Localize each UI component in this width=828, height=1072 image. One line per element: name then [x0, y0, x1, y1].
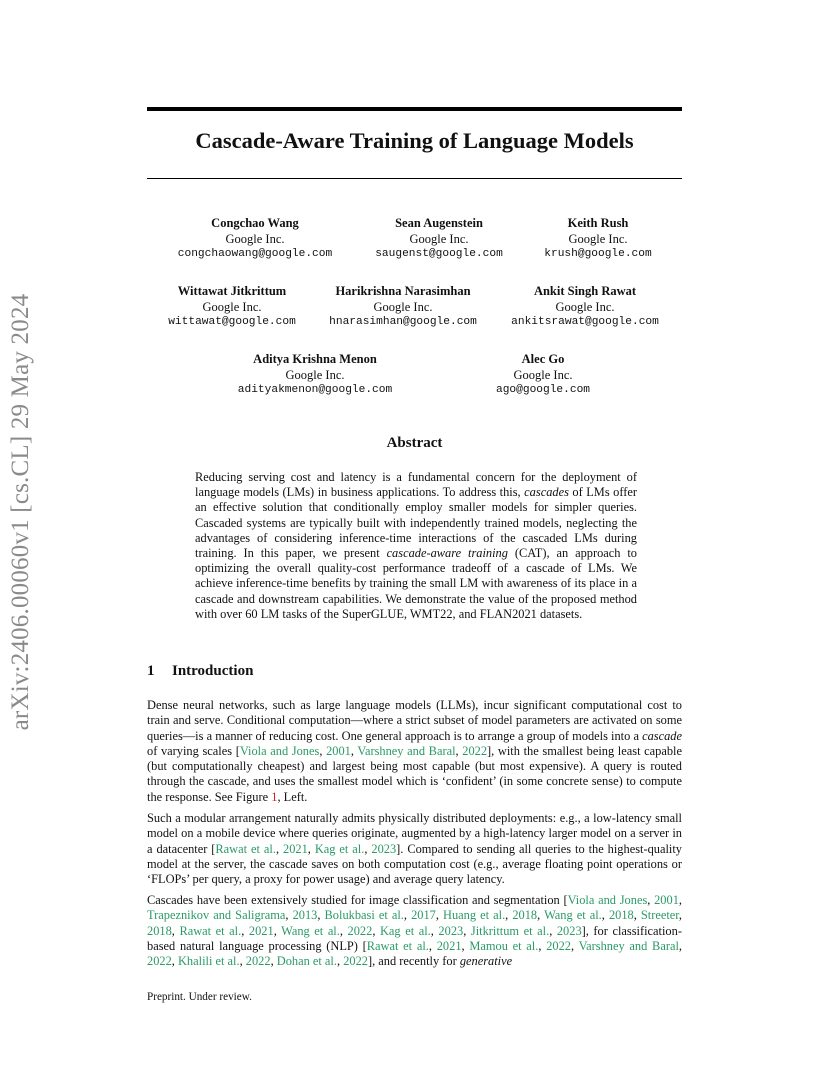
- author-name: Wittawat Jitkrittum: [177, 284, 287, 298]
- text-run: ,: [463, 923, 471, 938]
- text-run: ,: [570, 938, 579, 953]
- text-run: ,: [171, 923, 180, 938]
- citation-link[interactable]: Khalili et al.: [177, 954, 240, 969]
- text-run: ,: [275, 841, 283, 856]
- text-run: ,: [647, 893, 655, 907]
- citation-link[interactable]: 2022: [347, 923, 373, 938]
- citation-link[interactable]: Viola and Jones: [239, 743, 320, 758]
- text-run: ,: [364, 841, 372, 856]
- text-run: ,: [601, 908, 609, 923]
- author-affiliation: Google Inc.: [202, 299, 262, 314]
- citation-link[interactable]: Varshney and Baral: [578, 938, 679, 953]
- text-run: ,: [285, 908, 293, 923]
- author-block: [498, 216, 698, 263]
- section-number: 1: [147, 663, 155, 679]
- text-run: ,: [350, 743, 358, 758]
- intro-paragraph: [147, 811, 682, 887]
- citation-link[interactable]: 2018: [147, 923, 172, 938]
- citation-link[interactable]: 2021: [248, 923, 274, 938]
- author-affiliation: Google Inc.: [555, 299, 615, 314]
- citation-link[interactable]: Kag et al.: [379, 923, 431, 938]
- text-run: Dense neural networks, such as large language models (LLMs), incur significant computational cost to train and serve. Conditional computation—where a strict subset of model parameters are activated on some queries—is a manner of reducing cost. One general approach is to arrange a group of models into a: [147, 698, 682, 743]
- text-run: ,: [549, 923, 557, 938]
- citation-link[interactable]: 2013: [292, 908, 318, 923]
- citation-link[interactable]: 2001: [654, 893, 679, 907]
- emphasis-text: cascades: [524, 485, 569, 500]
- citation-link[interactable]: 2021: [436, 938, 462, 953]
- citation-link[interactable]: Rawat et al.: [366, 938, 429, 953]
- author-block: [443, 352, 643, 399]
- text-run: ,: [678, 938, 682, 953]
- text-run: Reducing serving cost and latency is a fundamental concern for the deployment of language models (LMs) in business applications. To address this,: [195, 470, 637, 500]
- title-top-rule: [147, 107, 682, 111]
- author-email: ago@google.com: [496, 384, 590, 396]
- author-block: [132, 284, 332, 331]
- footer-note: Preprint. Under review.: [147, 991, 252, 1003]
- citation-link[interactable]: 2023: [556, 923, 582, 938]
- citation-link[interactable]: Streeter: [640, 908, 679, 923]
- text-run: ,: [336, 954, 344, 969]
- citation-link[interactable]: Huang et al.: [443, 908, 506, 923]
- citation-link[interactable]: 2018: [608, 908, 634, 923]
- text-run: ,: [461, 938, 470, 953]
- text-run: ,: [505, 908, 513, 923]
- title-bottom-rule: [147, 178, 682, 179]
- citation-link[interactable]: 2023: [371, 841, 397, 856]
- paper-title: Cascade-Aware Training of Language Models: [195, 128, 634, 153]
- text-run: ,: [273, 923, 282, 938]
- text-run: (CAT), an approach to optimizing the overall quality-cost performance tradeoff of a cascade of LMs. We achieve inference-time benefits by training the small LM with awareness of its place in a cascade and downstream capabilities. We demonstrate the value of the proposed method with over 60 LM tasks of the SuperGLUE, WMT22, and FLAN2021 datasets.: [195, 546, 637, 621]
- text-run: ,: [403, 908, 412, 923]
- citation-link[interactable]: Rawat et al.: [215, 841, 276, 856]
- author-name: Sean Augenstein: [395, 216, 483, 230]
- text-run: ,: [307, 841, 315, 856]
- citation-link[interactable]: 2022: [147, 954, 172, 969]
- text-run: ,: [339, 923, 348, 938]
- citation-link[interactable]: Rawat et al.: [179, 923, 242, 938]
- text-run: ,: [678, 893, 682, 907]
- text-run: ]. Compared to sending all queries to the highest-quality model at the server, the cascade saves on both computation cost (e.g., average floating point operations or ‘FLOPs’ per query, a proxy for power usage) and average query latency.: [147, 841, 682, 887]
- citation-link[interactable]: 2017: [411, 908, 436, 923]
- section-title: Introduction: [172, 663, 254, 679]
- citation-link[interactable]: 2021: [283, 841, 308, 856]
- author-name: Congchao Wang: [211, 216, 299, 230]
- citation-link[interactable]: 2022: [343, 954, 368, 969]
- author-email: krush@google.com: [544, 248, 652, 260]
- emphasis-text: generative: [459, 954, 513, 969]
- text-run: Such a modular arrangement naturally admits physically distributed deployments: e.g., a low-latency small model on a mobile device where queries originate, augmented by a high-latency larger model on a server in a datacenter [: [147, 811, 682, 856]
- author-name: Ankit Singh Rawat: [533, 284, 637, 298]
- author-affiliation: Google Inc.: [568, 231, 628, 246]
- citation-link[interactable]: 2022: [462, 743, 488, 758]
- author-name: Aditya Krishna Menon: [253, 352, 377, 366]
- citation-link[interactable]: Viola and Jones: [567, 893, 648, 907]
- author-name: Harikrishna Narasimhan: [335, 284, 471, 298]
- author-email: congchaowang@google.com: [177, 248, 333, 260]
- citation-link[interactable]: 2022: [245, 954, 271, 969]
- text-run: ,: [319, 743, 327, 758]
- text-run: ,: [372, 923, 380, 938]
- author-email: hnarasimhan@google.com: [329, 316, 477, 328]
- text-run: , Left.: [277, 789, 308, 804]
- text-run: ,: [317, 908, 325, 923]
- text-run: ], and recently for: [367, 954, 460, 969]
- text-run: ,: [678, 908, 683, 923]
- text-run: ,: [633, 908, 641, 923]
- citation-link[interactable]: 2001: [326, 743, 351, 758]
- text-run: ,: [270, 954, 277, 969]
- citation-link[interactable]: Kag et al.: [314, 841, 365, 856]
- author-affiliation: Google Inc.: [225, 231, 285, 246]
- citation-link[interactable]: 2022: [546, 938, 571, 953]
- author-email: wittawat@google.com: [168, 316, 296, 328]
- author-name: Keith Rush: [567, 216, 629, 230]
- text-run: ], with the smallest being least capable (but computationally cheapest) and largest being most capable (but most expensive). A query is routed through the cascade, and uses the smallest model which is ‘confident’ (in some concrete sense) to compute the response. See Figure: [147, 743, 682, 804]
- citation-link[interactable]: Wang et al.: [281, 923, 340, 938]
- author-affiliation: Google Inc.: [409, 231, 469, 246]
- author-affiliation: Google Inc.: [513, 367, 573, 382]
- text-run: ,: [538, 938, 547, 953]
- intro-paragraph: [147, 698, 682, 805]
- citation-link[interactable]: Jitkrittum et al.: [470, 923, 550, 938]
- author-block: [155, 216, 355, 263]
- text-run: ,: [537, 908, 545, 923]
- citation-link[interactable]: 2023: [438, 923, 464, 938]
- figure-reference-link[interactable]: 1: [271, 789, 278, 804]
- text-run: ], for classification-based natural language processing (NLP) [: [147, 923, 682, 953]
- citation-link[interactable]: Varshney and Baral: [357, 743, 456, 758]
- text-run: ,: [239, 954, 246, 969]
- author-email: saugenst@google.com: [375, 248, 503, 260]
- text-run: ,: [455, 743, 463, 758]
- citation-link[interactable]: Wang et al.: [544, 908, 602, 923]
- arxiv-stamp-text: arXiv:2406.00060v1 [cs.CL] 29 May 2024: [7, 293, 34, 731]
- author-email: adityakmenon@google.com: [237, 384, 393, 396]
- section-heading: [147, 663, 253, 680]
- abstract-heading: Abstract: [386, 435, 443, 451]
- author-affiliation: Google Inc.: [373, 299, 433, 314]
- author-email: ankitsrawat@google.com: [511, 316, 659, 328]
- emphasis-text: cascade: [642, 728, 682, 743]
- author-block: [485, 284, 685, 331]
- citation-link[interactable]: Mamou et al.: [469, 938, 539, 953]
- text-run: of varying scales [: [147, 743, 240, 758]
- abstract-body: [195, 470, 637, 622]
- text-run: ,: [435, 908, 444, 923]
- author-name: Alec Go: [521, 352, 565, 366]
- author-block: [215, 352, 415, 399]
- author-block: [303, 284, 503, 331]
- citation-link[interactable]: Bolukbasi et al.: [324, 908, 404, 923]
- citation-link[interactable]: 2018: [512, 908, 538, 923]
- citation-link[interactable]: Trapeznikov and Saligrama: [147, 908, 286, 923]
- text-run: ,: [430, 923, 439, 938]
- author-affiliation: Google Inc.: [285, 367, 345, 382]
- text-run: ,: [428, 938, 437, 953]
- emphasis-text: cascade-aware training: [386, 546, 508, 561]
- intro-paragraph: [147, 893, 682, 969]
- text-run: ,: [241, 923, 249, 938]
- citation-link[interactable]: Dohan et al.: [276, 954, 337, 969]
- text-run: ,: [171, 954, 178, 969]
- text-run: Cascades have been extensively studied for image classification and segmentation [: [147, 893, 568, 907]
- text-run: of LMs offer an effective solution that conditionally employ smaller models for simpler queries. Cascaded systems are typically built with independently trained models, neglecting the advantages of considering inference-time interactions of the cascaded LMs during training. In this paper, we present: [195, 485, 638, 561]
